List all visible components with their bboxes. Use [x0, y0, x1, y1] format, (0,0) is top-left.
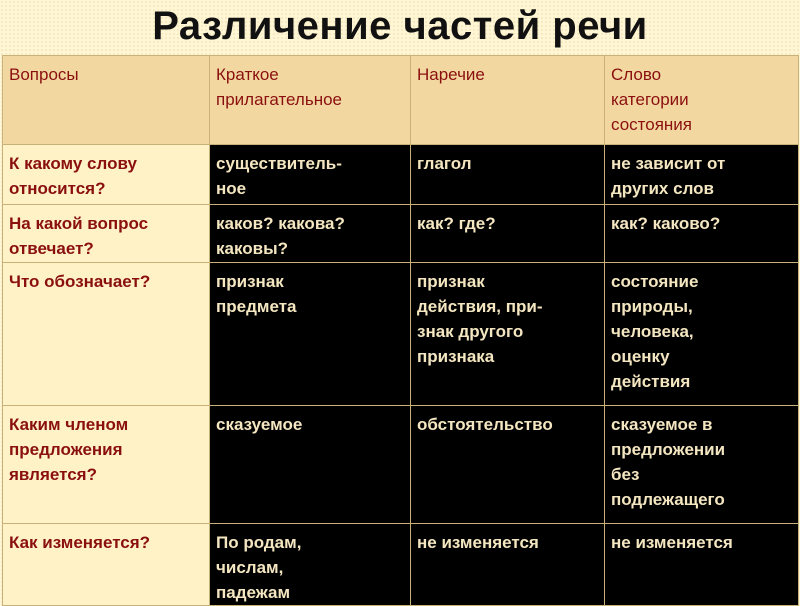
table-cell: не зависит от других слов — [605, 145, 799, 205]
header-adverb: Наречие — [411, 56, 605, 145]
table-row — [3, 406, 799, 524]
table-header-row — [3, 56, 799, 145]
header-state-category: Слово категории состояния — [605, 56, 799, 145]
table-cell: глагол — [411, 145, 605, 205]
table-cell: существитель- ное — [210, 145, 411, 205]
table-cell: признак предмета — [210, 263, 411, 406]
header-short-adjective: Краткое прилагательное — [210, 56, 411, 145]
table-cell: признак действия, при- знак другого признака — [411, 263, 605, 406]
table-cell: состояние природы, человека, оценку действия — [605, 263, 799, 406]
table-cell: сказуемое — [210, 406, 411, 524]
parts-of-speech-table — [2, 55, 799, 606]
table-row — [3, 263, 799, 406]
header-questions: Вопросы — [3, 56, 210, 145]
table-cell: как? где? — [411, 205, 605, 263]
table-row — [3, 145, 799, 205]
table-row — [3, 205, 799, 263]
row-label: Как изменяется? — [3, 524, 210, 606]
table-cell: По родам, числам, падежам — [210, 524, 411, 606]
row-label: На какой вопрос отвечает? — [3, 205, 210, 263]
table-cell: как? каково? — [605, 205, 799, 263]
table-cell: сказуемое в предложении без подлежащего — [605, 406, 799, 524]
page-title: Различение частей речи — [152, 4, 648, 48]
table-cell: обстоятельство — [411, 406, 605, 524]
table-cell: не изменяется — [411, 524, 605, 606]
row-label: Что обозначает? — [3, 263, 210, 406]
table-cell: каков? какова? каковы? — [210, 205, 411, 263]
table-row — [3, 524, 799, 606]
row-label: Каким членом предложения является? — [3, 406, 210, 524]
table-cell: не изменяется — [605, 524, 799, 606]
row-label: К какому слову относится? — [3, 145, 210, 205]
